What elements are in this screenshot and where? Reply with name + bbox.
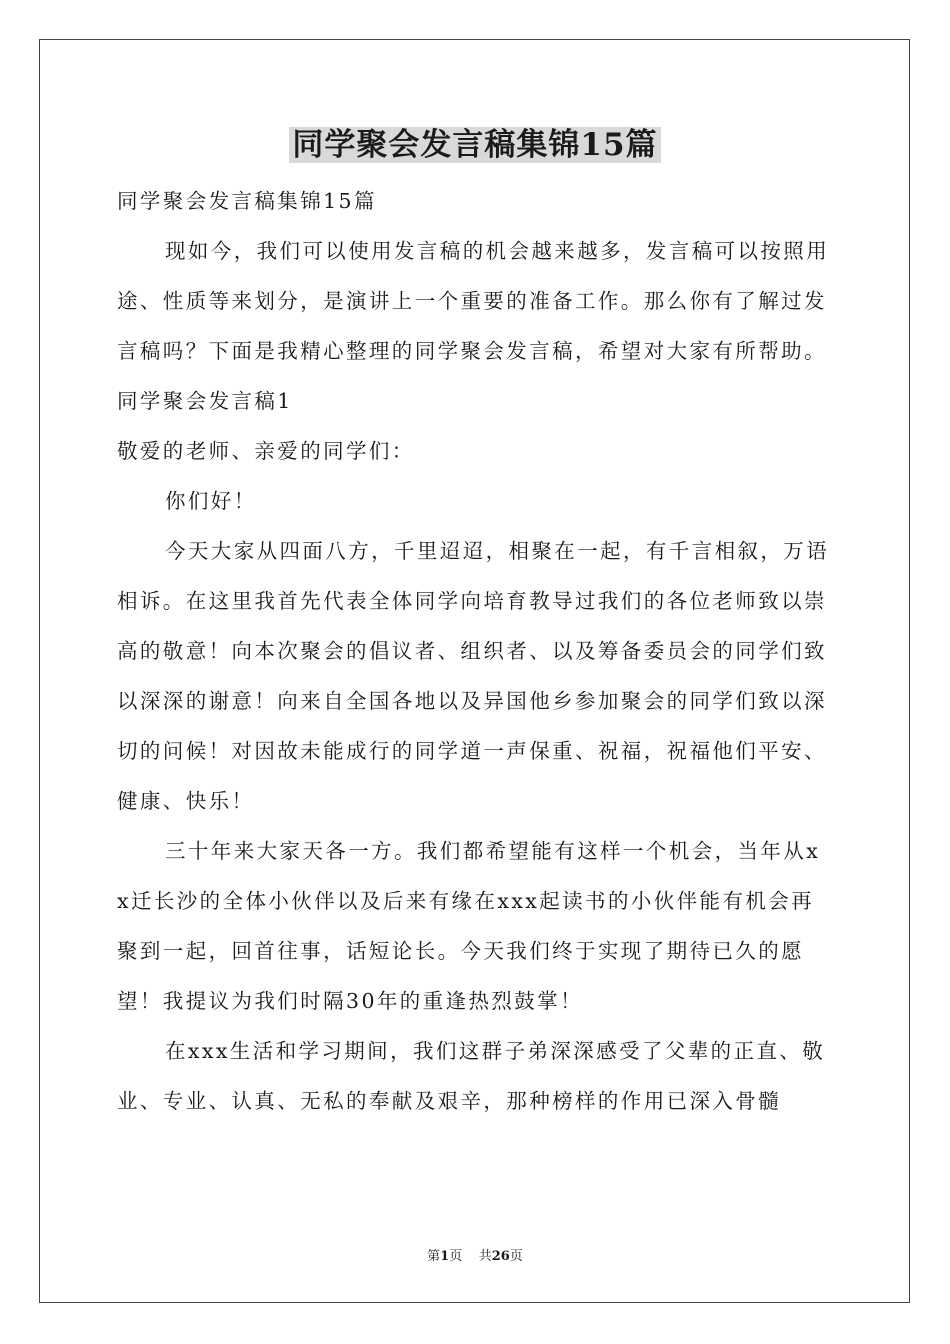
paragraph-body: 今天大家从四面八方，千里迢迢，相聚在一起，有千言相叙，万语相诉。在这里我首先代表全体同学向培育教导过我们的各位老师致以崇高的敬意！向本次聚会的倡议者、组织者、以及筹备委员会的同学们致以深深的谢意！向来自全国各地以及异国他乡参加聚会的同学们致以深切的问候！对因故未能成行的同学道一声保重、祝福，祝福他们平安、健康、快乐！: [117, 539, 830, 813]
document-title: [0, 122, 950, 168]
paragraph-salutation: 敬爱的老师、亲爱的同学们：: [117, 439, 415, 463]
page-label-prefix: 第: [427, 1249, 441, 1264]
page-footer: [0, 1247, 950, 1267]
document-body: [117, 176, 833, 1126]
document-title-text: 同学聚会发言稿集锦15篇: [289, 127, 660, 163]
paragraph-subtitle: 同学聚会发言稿集锦15篇: [117, 189, 377, 213]
page-number: 1: [440, 1249, 450, 1264]
total-pages: 26: [491, 1249, 510, 1264]
total-label-prefix: 共: [478, 1249, 492, 1264]
page-label-suffix: 页: [449, 1249, 463, 1264]
paragraph-greeting: 你们好！: [165, 489, 257, 513]
paragraph-body: 在xxx生活和学习期间，我们这群子弟深深感受了父辈的正直、敬业、专业、认真、无私的奉献及艰辛，那种榜样的作用已深入骨髓: [117, 1039, 826, 1113]
paragraph-body: 三十年来大家天各一方。我们都希望能有这样一个机会，当年从xx迁长沙的全体小伙伴以及后来有缘在xxx起读书的小伙伴能有机会再聚到一起，回首往事，话短论长。今天我们终于实现了期待已久的愿望！我提议为我们时隔30年的重逢热烈鼓掌！: [117, 839, 821, 1013]
paragraph-intro: 现如今，我们可以使用发言稿的机会越来越多，发言稿可以按照用途、性质等来划分，是演讲上一个重要的准备工作。那么你有了解过发言稿吗？下面是我精心整理的同学聚会发言稿，希望对大家有所帮助。: [117, 239, 830, 363]
section-heading-1: 同学聚会发言稿1: [117, 389, 293, 413]
total-label-suffix: 页: [509, 1249, 523, 1264]
